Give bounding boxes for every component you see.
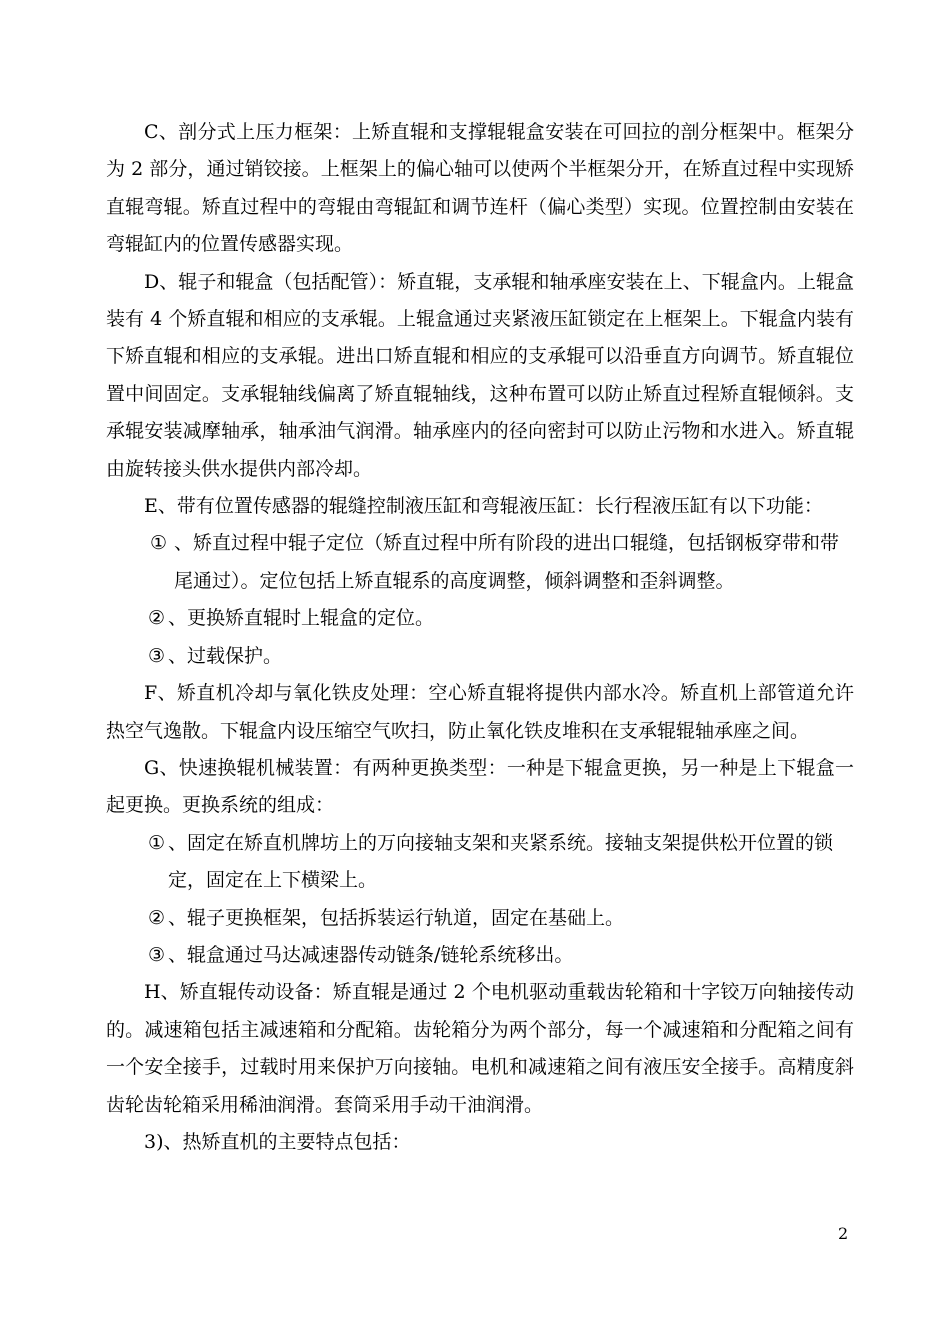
list-item-text: 、辊子更换框架，包括拆装运行轨道，固定在基础上。 xyxy=(168,906,625,929)
paragraph-h-drive-equipment: H、矫直辊传动设备：矫直辊是通过 2 个电机驱动重载齿轮箱和十字铰万向轴接传动的。减速箱包括主减速箱和分配箱。齿轮箱分为两个部分，每一个减速箱和分配箱之间有一个安全接手，过载时用来保护万向接轴。电机和减速箱之间有液压安全接手。高精度斜齿轮齿轮箱采用稀油润滑。套筒采用手动干油润滑。 xyxy=(106,981,854,1116)
list-item-text: 、矫直过程中辊子定位（矫直过程中所有阶段的进出口辊缝，包括钢板穿带和带尾通过）。定位包括上矫直辊系的高度调整，倾斜调整和歪斜调整。 xyxy=(174,532,840,592)
paragraph-c-split-frame: C、剖分式上压力框架：上矫直辊和支撑辊辊盒安装在可回拉的剖分框架中。框架分为 2 部分，通过销铰接。上框架上的偏心轴可以使两个半框架分开，在矫直过程中实现矫直辊弯辊。矫直过程中的弯辊由弯辊缸和调节连杆（偏心类型）实现。位置控制由安装在弯辊缸内的位置传感器实现。 xyxy=(106,121,854,256)
paragraph-g-quick-roll-change: G、快速换辊机械装置：有两种更换类型：一种是下辊盒更换，另一种是上下辊盒一起更换。更换系统的组成： xyxy=(106,756,854,817)
document-body xyxy=(106,114,854,1161)
list-item-e-2 xyxy=(106,600,854,637)
list-item-e-3 xyxy=(106,638,854,675)
list-item-text: 、更换矫直辊时上辊盒的定位。 xyxy=(168,607,435,630)
paragraph-d-rolls-and-cassettes: D、辊子和辊盒（包括配管）：矫直辊，支承辊和轴承座安装在上、下辊盒内。上辊盒装有 4 个矫直辊和相应的支承辊。上辊盒通过夹紧液压缸锁定在上框架上。下辊盒内装有下矫直辊和相应的支承辊。进出口矫直辊和相应的支承辊可以沿垂直方向调节。矫直辊位置中间固定。支承辊轴线偏离了矫直辊轴线，这种布置可以防止矫直过程矫直辊倾斜。支承辊安装减摩轴承，轴承油气润滑。轴承座内的径向密封可以防止污物和水进入。矫直辊由旋转接头供水提供内部冷却。 xyxy=(106,270,854,480)
paragraph-3-main-features: 3)、热矫直机的主要特点包括： xyxy=(144,1130,411,1153)
list-item-e-1 xyxy=(106,525,854,600)
list-item-g-2 xyxy=(106,900,854,937)
list-marker: ② xyxy=(148,906,166,929)
list-marker: ③ xyxy=(148,943,166,966)
paragraph-e-hydraulic-cylinders: E、带有位置传感器的辊缝控制液压缸和弯辊液压缸：长行程液压缸有以下功能： xyxy=(144,495,823,518)
list-marker: ① xyxy=(150,532,168,555)
list-marker: ① xyxy=(148,831,166,854)
list-item-text: 、辊盒通过马达减速器传动链条/链轮系统移出。 xyxy=(168,943,574,966)
paragraph-f-cooling-descaling: F、矫直机冷却与氧化铁皮处理：空心矫直辊将提供内部水冷。矫直机上部管道允许热空气逸散。下辊盒内设压缩空气吹扫，防止氧化铁皮堆积在支承辊辊轴承座之间。 xyxy=(106,682,854,742)
list-marker: ③ xyxy=(148,644,166,667)
list-item-text: 、过载保护。 xyxy=(168,644,283,667)
list-marker: ② xyxy=(148,607,166,630)
list-item-g-3 xyxy=(106,937,854,974)
list-item-g-1 xyxy=(106,825,854,900)
page-number: 2 xyxy=(838,1224,849,1243)
list-item-text: 、固定在矫直机牌坊上的万向接轴支架和夹紧系统。接轴支架提供松开位置的锁定，固定在上下横梁上。 xyxy=(168,831,834,892)
